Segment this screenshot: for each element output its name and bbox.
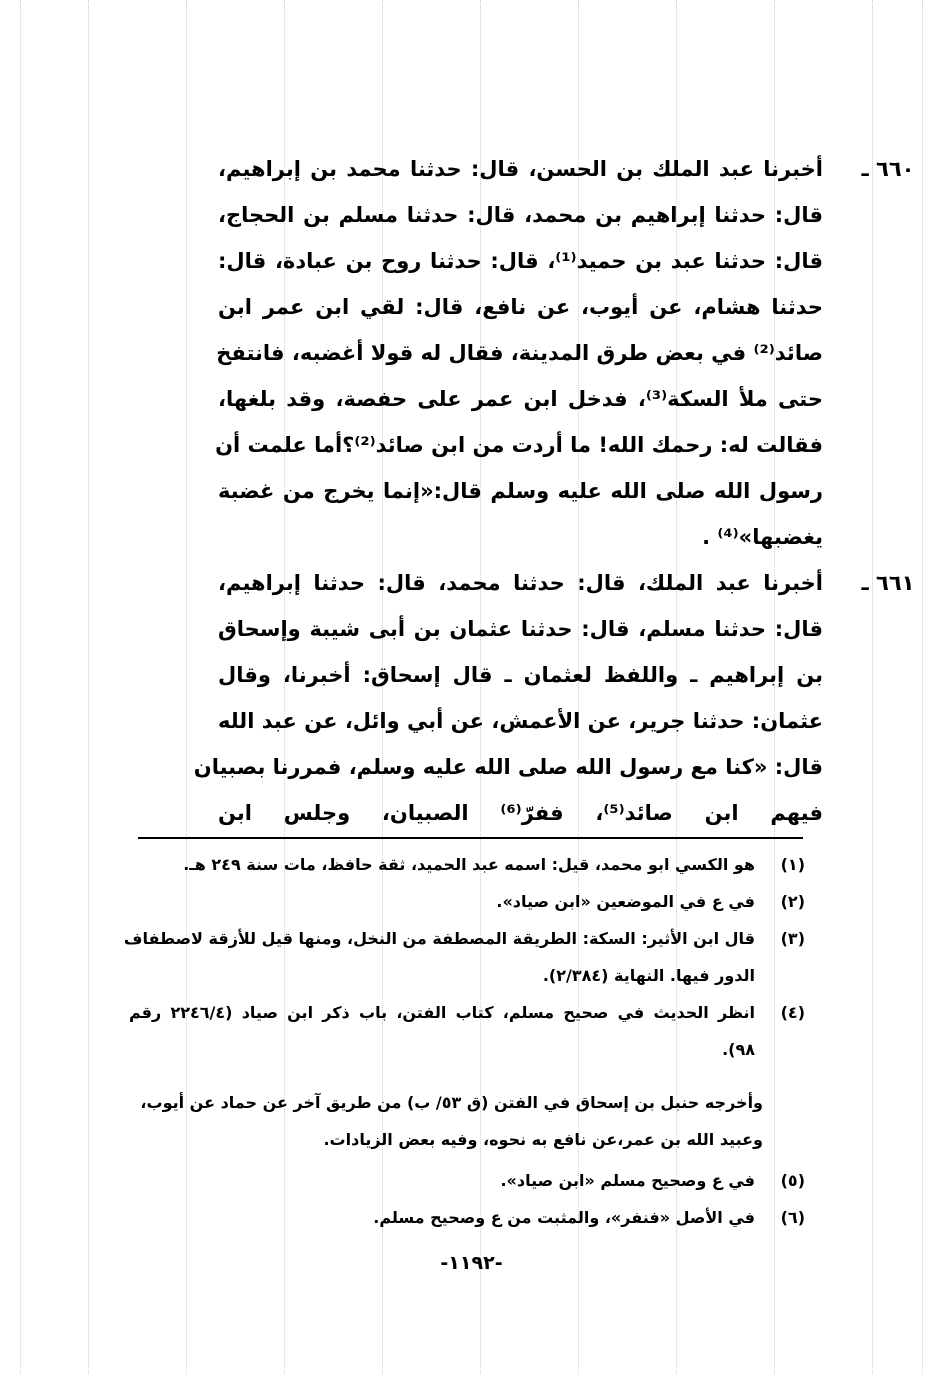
footnote-number: (١) <box>780 855 805 874</box>
hadith-line: بن إبراهيم ـ واللفظ لعثمان ـ قال إسحاق: أخبرنا، وقال <box>218 663 823 687</box>
footnote-number: (٤) <box>780 1003 805 1022</box>
footnote-text: انظر الحديث في صحيح مسلم، كتاب الفتن، باب ذكر ابن صياد (٢٢٤٦/٤ رقم <box>129 1003 755 1022</box>
hadith-line: حدثنا هشام، عن أيوب، عن نافع، قال: لقي ابن عمر ابن <box>218 295 823 319</box>
footnote-text: هو الكسي ابو محمد، قيل: اسمه عبد الحميد، ثقة حافظ، مات سنة ٢٤٩ هـ. <box>183 855 755 874</box>
hadith-line: فيهم ابن صائد⁽⁵⁾، ففرّ⁽⁶⁾ الصبيان، وجلس ابن <box>218 801 823 825</box>
footnote-text: وأخرجه حنبل بن إسحاق في الفتن (ق ٥٣/ ب) من طريق آخر عن حماد عن أيوب، <box>140 1093 763 1112</box>
footnote-1 <box>129 846 805 883</box>
footnote-text: ٩٨). <box>722 1040 755 1059</box>
hadith-line: قال: حدثنا عبد بن حميد⁽¹⁾، قال: حدثنا روح بن عبادة، قال: <box>218 249 823 273</box>
footnote-text: في الأصل «فنفر»، والمثبت من ع وصحيح مسلم. <box>373 1208 755 1227</box>
hadith-line: قال: حدثنا إبراهيم بن محمد، قال: حدثنا مسلم بن الحجاج، <box>218 203 823 227</box>
hadith-line: عثمان: حدثنا جرير، عن الأعمش، عن أبي وائل، عن عبد الله <box>218 709 823 733</box>
hadith-line: رسول الله صلى الله عليه وسلم قال:«إنما يخرج من غضبة <box>218 479 823 503</box>
footnote-separator <box>138 837 803 839</box>
hadith-line: يغضبها»⁽⁴⁾ . <box>702 525 823 549</box>
footnote-number: (٦) <box>780 1208 805 1227</box>
footnote-text: وعبيد الله بن عمر،عن نافع به نحوه، وفيه بعض الزيادات. <box>323 1130 763 1149</box>
footnote-3 <box>123 920 805 994</box>
hadith-line: أخبرنا عبد الملك بن الحسن، قال: حدثنا محمد بن إبراهيم، <box>218 157 823 181</box>
footnote-text: في ع وصحيح مسلم «ابن صياد». <box>500 1171 755 1190</box>
footnote-6 <box>129 1199 805 1236</box>
hadith-line: حتى ملأ السكة⁽³⁾، فدخل ابن عمر على حفصة، وقد بلغها، <box>218 387 823 411</box>
hadith-661 <box>193 560 915 836</box>
footnote-number: (٢) <box>780 892 805 911</box>
hadith-line: فقالت له: رحمك الله! ما أردت من ابن صائد⁽²⁾؟أما علمت أن <box>215 433 823 457</box>
page-number: -١١٩٢- <box>440 1252 503 1274</box>
footnotes-block <box>123 846 805 1068</box>
hadith-line: صائد⁽²⁾ في بعض طرق المدينة، فقال له قولا أغضبه، فانتفخ <box>216 341 823 365</box>
footnote-extra-paragraph <box>133 1084 763 1158</box>
footnote-text: في ع في الموضعين «ابن صياد». <box>496 892 755 911</box>
hadith-line: أخبرنا عبد الملك، قال: حدثنا محمد، قال: حدثنا إبراهيم، <box>218 571 823 595</box>
hadith-number: ٦٦١ ـ <box>861 571 915 595</box>
footnotes-block-2 <box>129 1162 805 1236</box>
footnote-4 <box>129 994 805 1068</box>
footnote-5 <box>129 1162 805 1199</box>
hadith-line: قال: حدثنا مسلم، قال: حدثنا عثمان بن أبى شيبة وإسحاق <box>218 617 823 641</box>
footnote-number: (٣) <box>780 929 805 948</box>
footnote-text: الدور فيها. النهاية (٢/٣٨٤). <box>542 966 755 985</box>
hadith-line: قال: «كنا مع رسول الله صلى الله عليه وسلم، فمررنا بصبيان <box>193 755 823 779</box>
hadith-number: ٦٦٠ ـ <box>861 157 915 181</box>
footnote-text: قال ابن الأثير: السكة: الطريقة المصطفة من النخل، ومنها قيل للأزقة لاصطفاف <box>123 929 755 948</box>
footnote-number: (٥) <box>780 1171 805 1190</box>
hadith-660 <box>215 146 915 560</box>
footnote-2 <box>129 883 805 920</box>
